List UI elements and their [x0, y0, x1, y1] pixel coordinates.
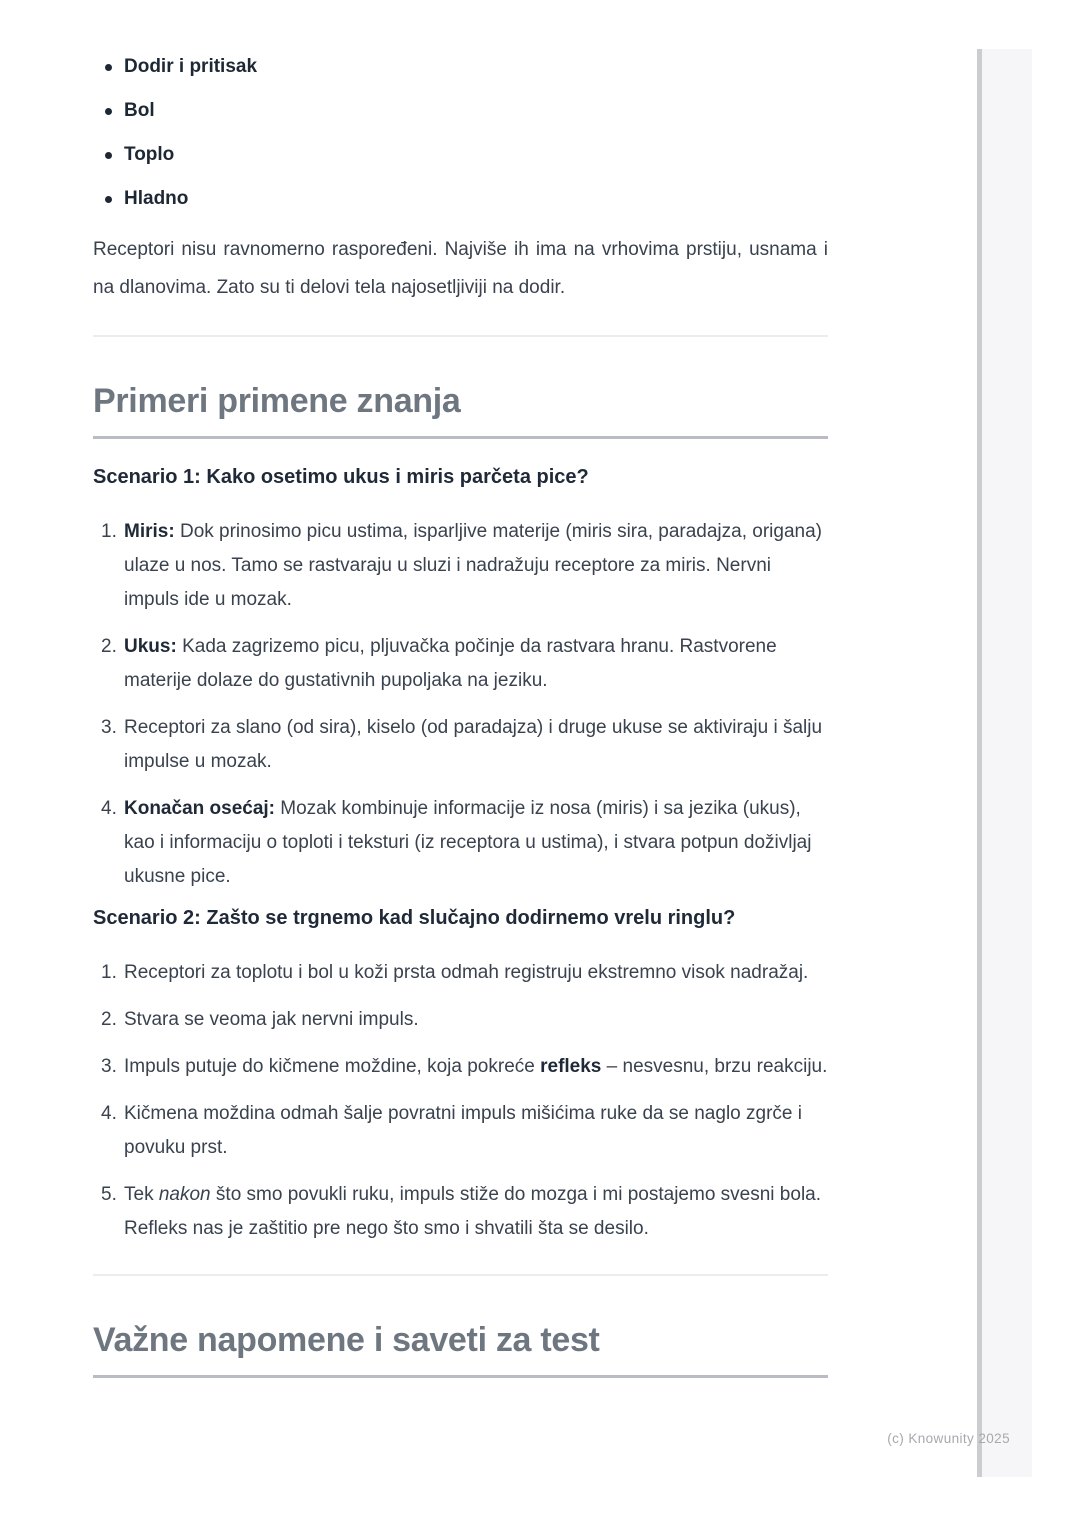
section-heading-vazne-napomene: Važne napomene i saveti za test [93, 1320, 828, 1378]
receptor-types-list [93, 55, 828, 211]
list-number: 2. [101, 636, 117, 657]
list-item-text: Dok prinosimo picu ustima, isparljive materije (miris sira, paradajza, origana) ulaze u nos. Tamo se rastvaraju u sluzi i nadražuju receptore za miris. Nervni impuls ide u mozak. [124, 521, 822, 610]
list-item-text: – nesvesnu, brzu reakciju. [601, 1056, 828, 1077]
bullet-icon [105, 152, 112, 159]
section-divider [93, 335, 828, 337]
list-item-bold: refleks [540, 1056, 602, 1077]
list-item [93, 792, 828, 894]
list-number: 5. [101, 1184, 117, 1205]
list-number: 1. [101, 521, 117, 542]
list-item [93, 1097, 828, 1165]
scenario1-list [93, 515, 828, 894]
list-item [93, 1050, 828, 1084]
list-item [93, 515, 828, 617]
bullet-icon [105, 108, 112, 115]
list-item-lead: Miris: [124, 521, 175, 542]
document-content [93, 0, 828, 1378]
list-item [93, 99, 828, 123]
list-item-label: Dodir i pritisak [124, 56, 258, 77]
list-item [93, 187, 828, 211]
scrollbar-thumb[interactable] [977, 49, 982, 1477]
bullet-icon [105, 196, 112, 203]
list-item-italic: nakon [158, 1184, 211, 1205]
list-item [93, 1003, 828, 1037]
list-number: 4. [101, 1103, 117, 1124]
scenario2-heading: Scenario 2: Zašto se trgnemo kad slučajno dodirnemo vrelu ringlu? [93, 907, 736, 929]
list-item-text: Mozak kombinuje informacije iz nosa (miris) i sa jezika (ukus), kao i informaciju o toploti i teksturi (iz receptora u ustima), i stvara potpun doživljaj ukusne pice. [124, 798, 812, 887]
list-item-text: Impuls putuje do kičmene moždine, koja pokreće [124, 1056, 541, 1077]
list-item-text: Receptori za slano (od sira), kiselo (od paradajza) i druge ukuse se aktiviraju i šalju impulse u mozak. [124, 717, 823, 772]
list-item-label: Hladno [124, 188, 189, 209]
list-number: 3. [101, 1056, 117, 1077]
scenario1-heading: Scenario 1: Kako osetimo ukus i miris parčeta pice? [93, 466, 589, 488]
list-item-label: Toplo [124, 144, 175, 165]
list-item [93, 143, 828, 167]
list-item-lead: Konačan osećaj: [124, 798, 275, 819]
bullet-icon [105, 64, 112, 71]
list-number: 3. [101, 717, 117, 738]
list-number: 4. [101, 798, 117, 819]
list-item [93, 1178, 828, 1246]
section-divider [93, 1274, 828, 1276]
list-item-text: što smo povukli ruku, impuls stiže do mozga i mi postajemo svesni bola. Refleks nas je zaštitio pre nego što smo i shvatili šta se desilo. [124, 1184, 822, 1239]
section-heading-primeri: Primeri primene znanja [93, 381, 828, 439]
list-item [93, 630, 828, 698]
list-item [93, 55, 828, 79]
list-item-text: Kičmena moždina odmah šalje povratni impuls mišićima ruke da se naglo zgrče i povuku prst. [124, 1103, 802, 1158]
list-number: 1. [101, 962, 117, 983]
list-item-lead: Ukus: [124, 636, 177, 657]
list-item [93, 711, 828, 779]
list-item [93, 956, 828, 990]
list-item-text: Kada zagrizemo picu, pljuvačka počinje da rastvara hranu. Rastvorene materije dolaze do gustativnih pupoljaka na jeziku. [124, 636, 777, 691]
receptors-paragraph: Receptori nisu ravnomerno raspoređeni. Najviše ih ima na vrhovima prstiju, usnama i na dlanovima. Zato su ti delovi tela najosetljiviji na dodir. [93, 239, 828, 298]
list-item-text: Stvara se veoma jak nervni impuls. [124, 1009, 419, 1030]
scrollbar-track [977, 49, 1032, 1477]
list-item-label: Bol [124, 100, 155, 121]
list-item-text: Tek [124, 1184, 159, 1205]
scenario2-list [93, 956, 828, 1246]
copyright-text: (c) Knowunity 2025 [887, 1431, 1010, 1446]
list-item-text: Receptori za toplotu i bol u koži prsta odmah registruju ekstremno visok nadražaj. [124, 962, 809, 983]
list-number: 2. [101, 1009, 117, 1030]
